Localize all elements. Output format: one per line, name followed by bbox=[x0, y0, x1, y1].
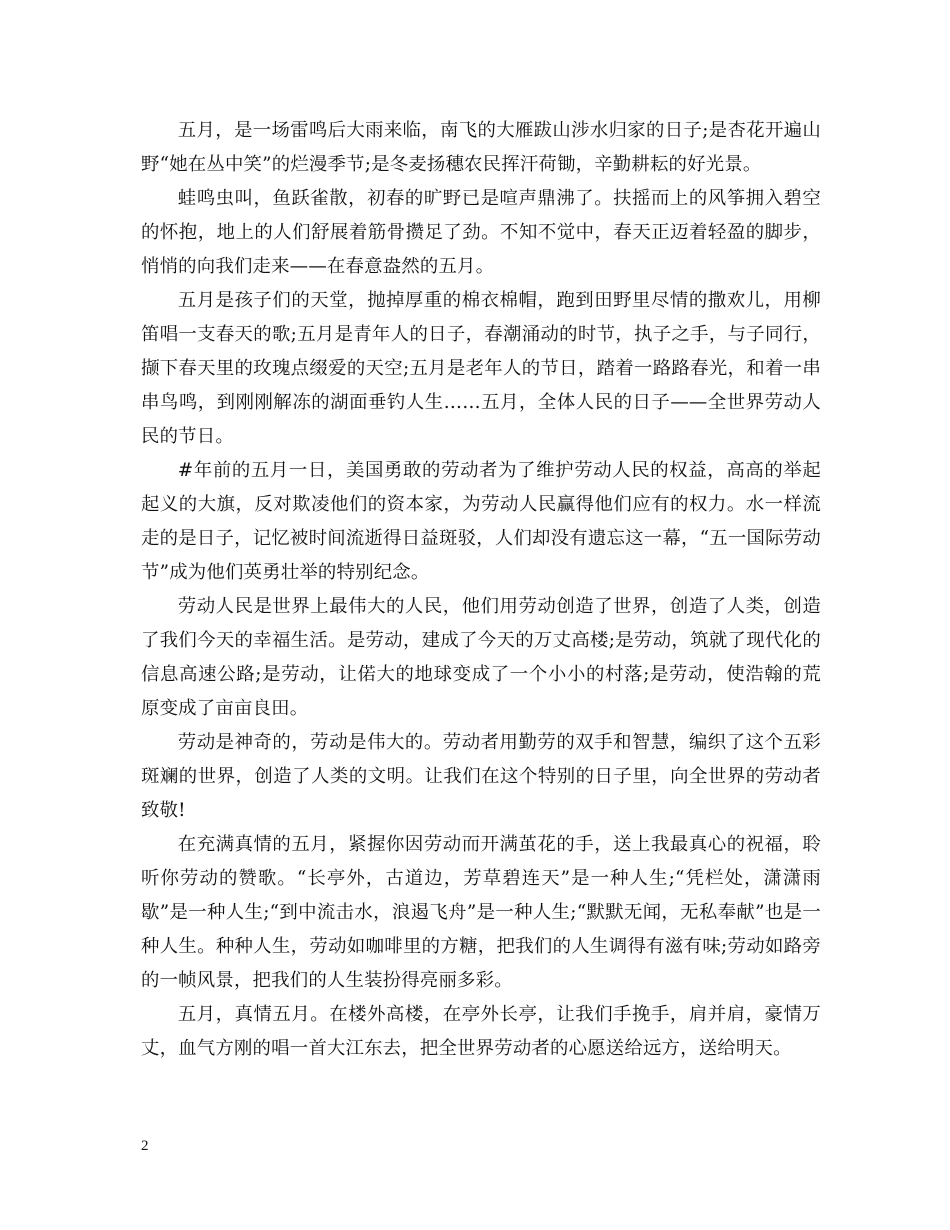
document-body bbox=[141, 114, 821, 1066]
paragraph: 蛙鸣虫叫，鱼跃雀散，初春的旷野已是喧声鼎沸了。扶摇而上的风筝拥入碧空的怀抱，地上的人们舒展着筋骨攒足了劲。不知不觉中，春天正迈着轻盈的脚步，悄悄的向我们走来——在春意盎然的五月。 bbox=[141, 188, 821, 277]
paragraph: 劳动人民是世界上最伟大的人民，他们用劳动创造了世界，创造了人类，创造了我们今天的幸福生活。是劳动，建成了今天的万丈高楼;是劳动，筑就了现代化的信息高速公路;是劳动，让偌大的地球变成了一个小小的村落;是劳动，使浩翰的荒原变成了亩亩良田。 bbox=[141, 596, 821, 719]
paragraph: 五月，是一场雷鸣后大雨来临，南飞的大雁跋山涉水归家的日子;是杏花开遍山野“她在丛中笑”的烂漫季节;是冬麦扬穗农民挥汗荷锄，辛勤耕耘的好光景。 bbox=[141, 120, 821, 175]
paragraph: #年前的五月一日，美国勇敢的劳动者为了维护劳动人民的权益，高高的举起起义的大旗，反对欺凌他们的资本家，为劳动人民赢得他们应有的权力。水一样流走的是日子，记忆被时间流逝得日益斑驳，人们却没有遗忘这一幕，“五一国际劳动节”成为他们英勇壮举的特别纪念。 bbox=[141, 460, 821, 583]
paragraph: 五月是孩子们的天堂，抛掉厚重的棉衣棉帽，跑到田野里尽情的撒欢儿，用柳笛唱一支春天的歌;五月是青年人的日子，春潮涌动的时节，执子之手，与子同行，撷下春天里的玫瑰点缀爱的天空;五月是老年人的节日，踏着一路路春光，和着一串串鸟鸣，到刚刚解冻的湖面垂钓人生……五月，全体人民的日子——全世界劳动人民的节日。 bbox=[141, 290, 821, 447]
paragraph: 在充满真情的五月，紧握你因劳动而开满茧花的手，送上我最真心的祝福，聆听你劳动的赞歌。“长亭外，古道边，芳草碧连天”是一种人生;“凭栏处，潇潇雨歇”是一种人生;“到中流击水，浪遏飞舟”是一种人生;“默默无闻，无私奉献”也是一种人生。种种人生，劳动如咖啡里的方糖，把我们的人生调得有滋有味;劳动如路旁的一帧风景，把我们的人生装扮得亮丽多彩。 bbox=[141, 834, 821, 991]
paragraph: 劳动是神奇的，劳动是伟大的。劳动者用勤劳的双手和智慧，编织了这个五彩斑斓的世界，创造了人类的文明。让我们在这个特别的日子里，向全世界的劳动者致敬! bbox=[141, 732, 821, 821]
page-number: 2 bbox=[141, 1138, 149, 1154]
paragraph: 五月，真情五月。在楼外高楼，在亭外长亭，让我们手挽手，肩并肩，豪情万丈，血气方刚的唱一首大江东去，把全世界劳动者的心愿送给远方，送给明天。 bbox=[141, 1004, 821, 1059]
